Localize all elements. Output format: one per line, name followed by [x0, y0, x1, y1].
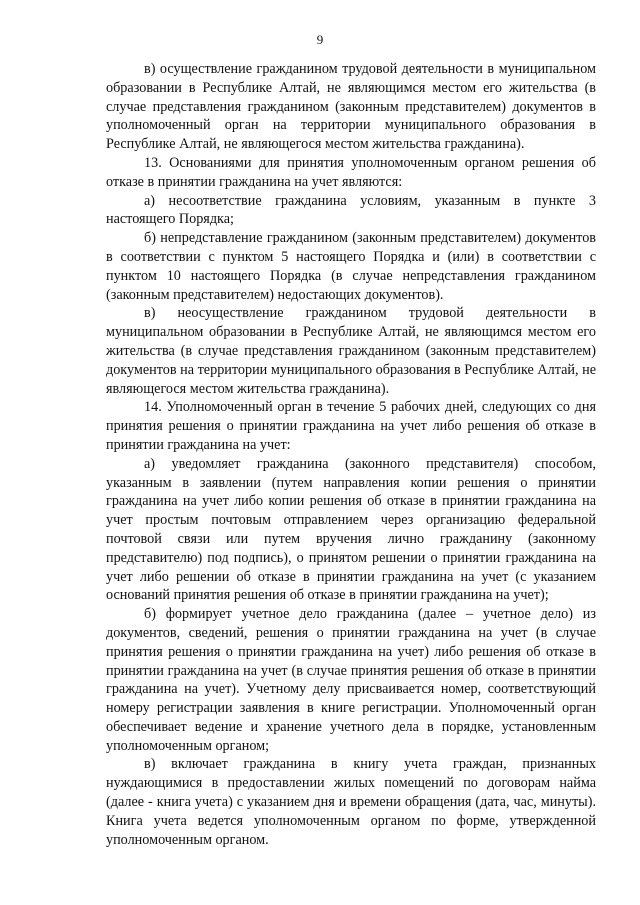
paragraph-14a: а) уведомляет гражданина (законного представителя) способом, указанным в заявлении (путем направления копии решения о принятии гражданина на учет либо копии решения об отказе в принятии гражданина на учет простым почтовым отправлением через организацию федеральной почтовой связи или путем вручения лично гражданину (законному представителю) под подпись), о принятом решении о принятии гражданина на учет либо решении об отказе в принятии гражданина на учет (с указанием оснований принятия решения об отказе в принятии гражданина на учет);	[106, 455, 596, 604]
paragraph-13a: а) несоответствие гражданина условиям, указанным в пункте 3 настоящего Порядка;	[106, 192, 596, 228]
paragraph-12v: в) осуществление гражданином трудовой деятельности в муниципальном образовании в Республике Алтай, не являющимся местом его жительства (в случае представления гражданином (законным представителем) документов в уполномоченный орган на территории муниципального образования в Республике Алтай, не являющегося местом жительства гражданина).	[106, 61, 596, 153]
paragraph-14: 14. Уполномоченный орган в течение 5 рабочих дней, следующих со дня принятия решения о принятии гражданина на учет либо решения об отказе в принятии гражданина на учет:	[106, 399, 596, 453]
paragraph-13b: б) непредставление гражданином (законным представителем) документов в соответствии с пунктом 5 настоящего Порядка и (или) в соответствии с пунктом 10 настоящего Порядка (в случае непредставления гражданином (законным представителем) недостающих документов).	[106, 230, 596, 303]
document-body	[106, 60, 596, 849]
page-number: 9	[316, 32, 324, 47]
paragraph-14v: в) включает гражданина в книгу учета граждан, признанных нуждающимися в предоставлении жилых помещений по договорам найма (далее - книга учета) с указанием дня и времени обращения (дата, час, минуты). Книга учета ведется уполномоченным органом по форме, утвержденной уполномоченным органом.	[106, 756, 596, 848]
paragraph-14b: б) формирует учетное дело гражданина (далее – учетное дело) из документов, сведений, решения о принятии гражданина на учет (в случае принятия решения о принятии гражданина на учет) либо решения об отказе в принятии гражданина на учет (в случае принятия решения об отказе в принятии гражданина на учет). Учетному делу присваивается номер, соответствующий номеру регистрации заявления в книге регистрации. Уполномоченный орган обеспечивает ведение и хранение учетного дела в порядке, установленным уполномоченным органом;	[106, 606, 596, 754]
paragraph-13: 13. Основаниями для принятия уполномоченным органом решения об отказе в принятии гражданина на учет являются:	[106, 154, 596, 190]
paragraph-13v: в) неосуществление гражданином трудовой деятельности в муниципальном образовании в Республике Алтай, не являющимся местом его жительства (в случае представления гражданином (законным представителем) документов на территории муниципального образования в Республике Алтай, не являющегося местом жительства гражданина).	[106, 305, 596, 397]
